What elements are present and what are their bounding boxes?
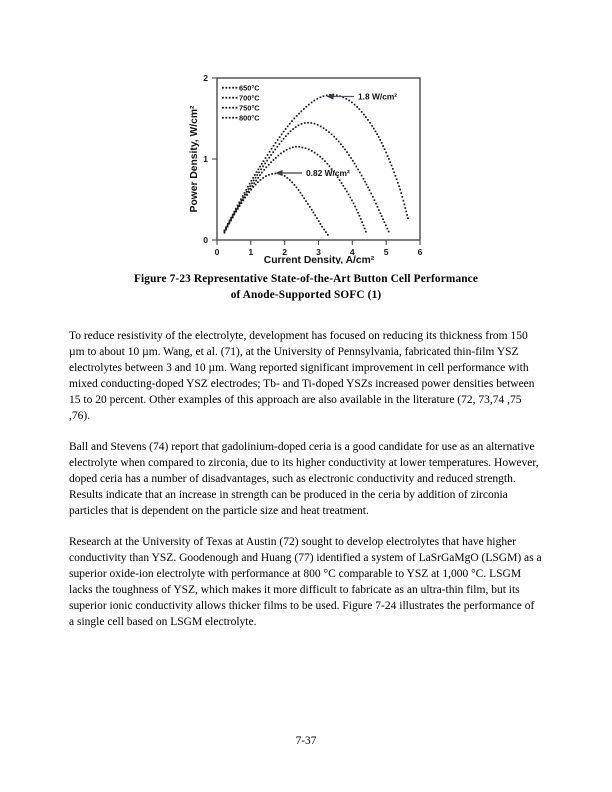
figure-caption [0,272,612,303]
x-tick-1: 1 [248,247,254,257]
figure-caption-line-1: Figure 7-23 Representative State-of-the-Art Button Cell Performance [133,273,479,285]
chart-power-density-vs-current-density [186,56,436,264]
legend-label-650: 650°C [239,83,260,93]
paragraph-3: Research at the University of Texas at Austin (72) sought to develop electrolytes that have higher conductivity than YSZ. Goodenough and Huang (77) identified a system of LaSrGaMgO (LSGM) as a superior oxide-ion electrolyte with performance at 800 °C comparable to YSZ at 1,000 °C. LSGM lacks the toughness of YSZ, which makes it more difficult to fabricate as an ultra-thin film, but its superior ionic conductivity allows thicker films to be used. Figure 7-24 illustrates the performance of a single cell based on LSGM electrolyte. [69,536,542,628]
y-tick-1: 1 [203,154,208,164]
page-number: 7-37 [295,735,317,747]
x-tick-6: 6 [417,247,423,257]
chart-svg [186,56,436,264]
x-tick-4: 4 [349,247,355,257]
y-tick-2: 2 [203,73,208,83]
x-tick-2: 2 [282,247,288,257]
y-axis-label: Power Density, W/cm² [189,105,200,213]
figure-caption-line-2: of Anode-Supported SOFC (1) [230,288,382,301]
x-tick-3: 3 [316,247,321,257]
x-axis-ticks [217,240,420,245]
annotation-label-1-8: 1.8 W/cm² [358,91,398,102]
legend-label-700: 700°C [239,93,260,103]
y-axis-ticks [212,78,217,240]
legend-label-750: 750°C [239,103,260,113]
x-tick-5: 5 [383,247,389,257]
paragraph-2: Ball and Stevens (74) report that gadolinium-doped ceria is a good candidate for use as an alternative electrolyte when compared to zirconia, due to its higher conductivity at lower temperatures. However, doped ceria has a number of disadvantages, such as electronic conductivity and reduced strength. Results indicate that an increase in strength can be produced in the ceria by addition of zirconia particles that is dependent on the particle size and heat treatment. [69,441,539,517]
x-axis-label: Current Density, A/cm² [263,255,375,264]
legend-label-800: 800°C [239,113,260,123]
paragraph-1: To reduce resistivity of the electrolyte, development has focused on reducing its thickness from 150 µm to about 10 µm. Wang, et al. (71), at the University of Pennsylvania, fabricated thin-film YSZ electrolytes between 3 and 10 µm. Wang reported significant improvement in cell performance with mixed conducting-doped YSZ electrodes; Tb- and Ti-doped YSZs increased power densities between 15 to 20 percent. Other examples of this approach are also available in the literature (72, 73,74 ,75 ,76). [69,330,535,422]
annotation-label-0-82: 0.82 W/cm² [306,168,350,179]
body-text [69,328,542,630]
y-tick-0: 0 [203,235,208,245]
y-tick-labels [203,73,208,245]
x-tick-0: 0 [214,247,220,257]
